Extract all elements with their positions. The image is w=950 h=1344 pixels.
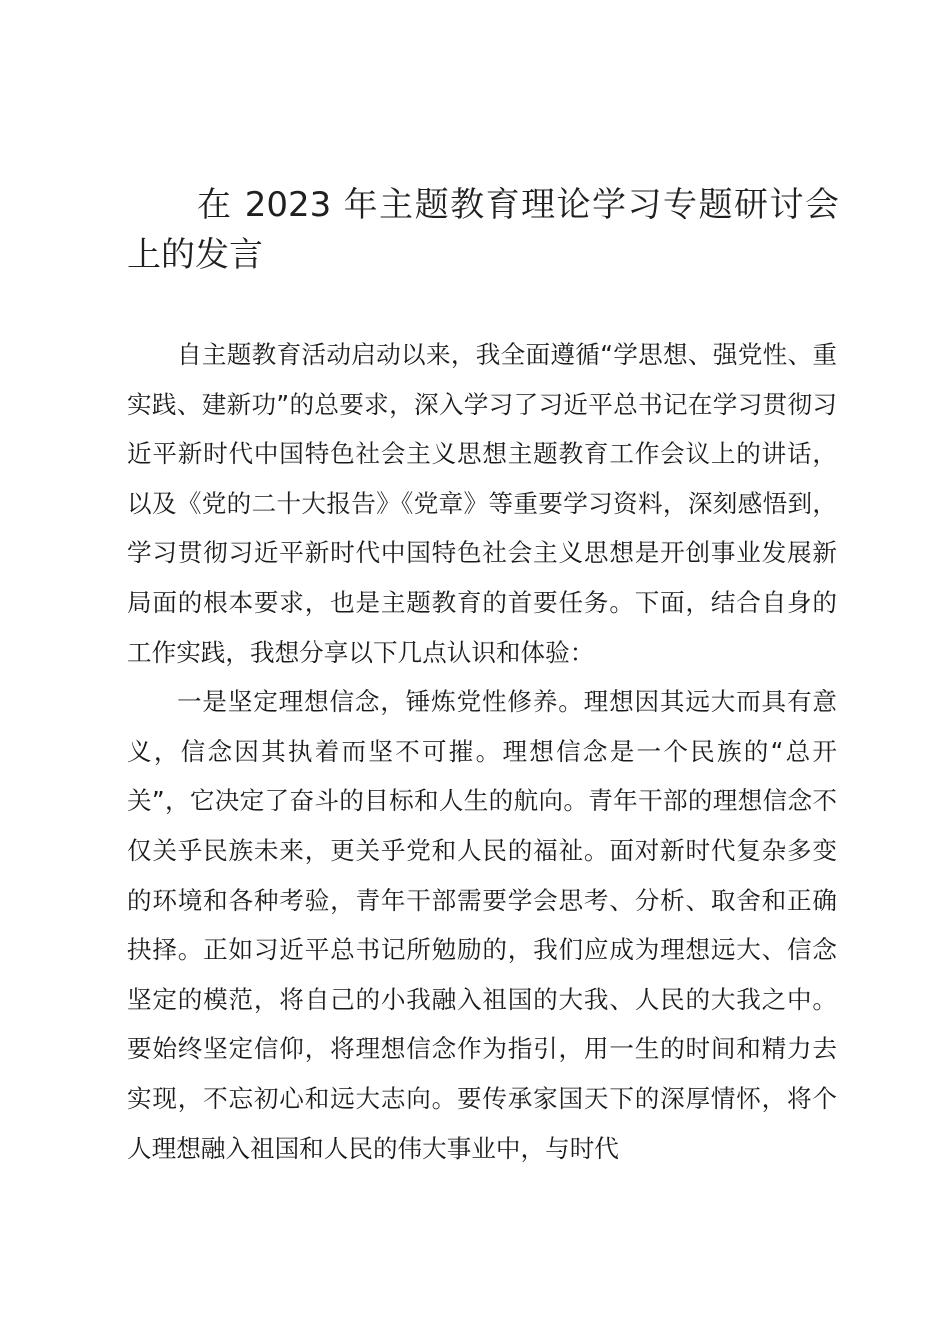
document-title: 在 2023 年主题教育理论学习专题研讨会上的发言 [127,185,839,275]
paragraph-intro: 自主题教育活动启动以来，我全面遵循“学思想、强党性、重实践、建新功”的总要求，深入学习了习近平总书记在学习贯彻习近平新时代中国特色社会主义思想主题教育工作会议上的讲话，以及《党的二十大报告》《党章》等重要学习资料，深刻感悟到，学习贯彻习近平新时代中国特色社会主义思想是开创事业发展新局面的根本要求，也是主题教育的首要任务。下面，结合自身的工作实践，我想分享以下几点认识和体验： [127,340,837,667]
paragraph-point-one: 一是坚定理想信念，锤炼党性修养。理想因其远大而具有意义，信念因其执着而坚不可摧。理想信念是一个民族的“总开关”，它决定了奋斗的目标和人生的航向。青年干部的理想信念不仅关乎民族未来，更关乎党和人民的福祉。面对新时代复杂多变的环境和各种考验，青年干部需要学会思考、分析、取舍和正确抉择。正如习近平总书记所勉励的，我们应成为理想远大、信念坚定的模范，将自己的小我融入祖国的大我、人民的大我之中。要始终坚定信仰，将理想信念作为指引，用一生的时间和精力去实现，不忘初心和远大志向。要传承家国天下的深厚情怀，将个人理想融入祖国和人民的伟大事业中，与时代 [127,687,837,1163]
document-body [127,330,837,1173]
